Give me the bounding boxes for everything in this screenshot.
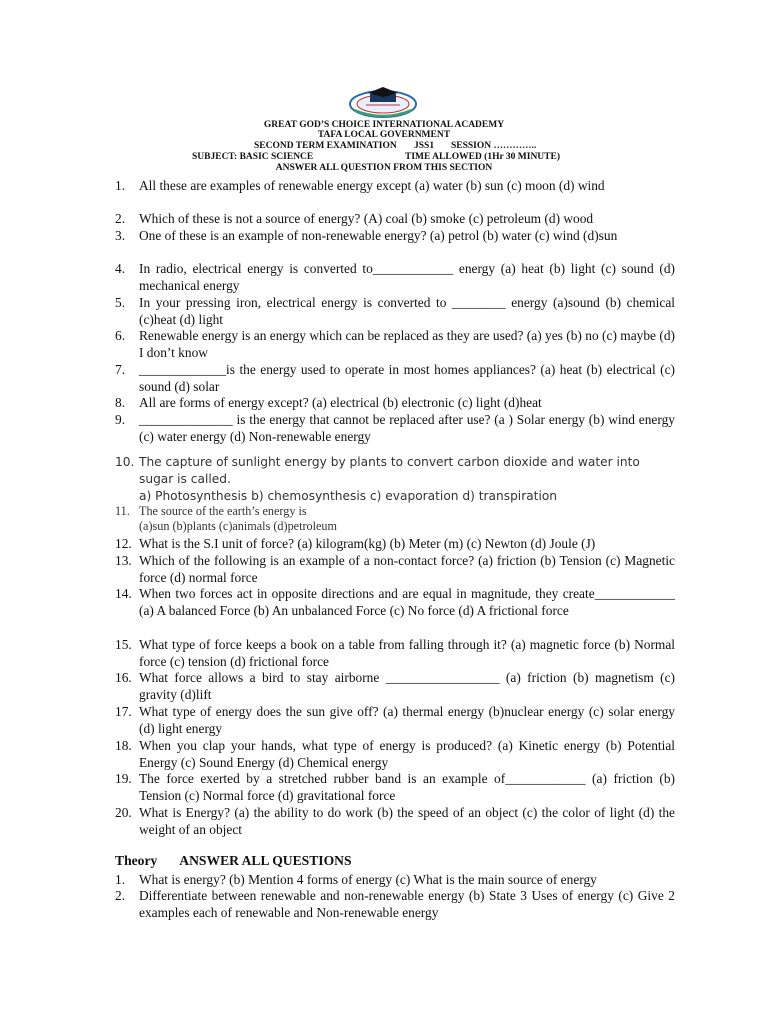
list-item: 11. The source of the earth’s energy is (a)sun (b)plants (c)animals (d)petroleum: [115, 504, 337, 533]
list-item: 20. What is Energy? (a) the ability to do work (b) the speed of an object (c) the color of light (d) the weight of an object: [115, 805, 675, 837]
theory-label: Theory: [115, 853, 158, 868]
exam-title: SECOND TERM EXAMINATION: [254, 141, 397, 151]
time-allowed: TIME ALLOWED (1Hr 30 MINUTE): [405, 152, 561, 162]
list-item: 3. One of these is an example of non-renewable energy? (a) petrol (b) water (c) wind (d)sun: [115, 228, 618, 243]
class-label: JSS1: [414, 141, 435, 151]
list-item: 19. The force exerted by a stretched rubber band is an example of____________ (a) friction (b) Tension (c) Normal force (d) gravitational force: [115, 771, 675, 803]
list-item: 10. The capture of sunlight energy by plants to convert carbon dioxide and water into sugar is called. a) Photosynthesis b) chemosynthesis c) evaporation d) transpiration: [115, 455, 640, 503]
subject-label: SUBJECT: BASIC SCIENCE: [192, 152, 314, 162]
list-item: 15. What type of force keeps a book on a table from falling through it? (a) magnetic force (b) Normal force (c) tension (d) frictional force: [115, 637, 675, 669]
theory-heading: [115, 853, 374, 869]
list-item: 8. All are forms of energy except? (a) electrical (b) electronic (c) light (d)heat: [115, 395, 542, 410]
list-item: 2. Which of these is not a source of energy? (A) coal (b) smoke (c) petroleum (d) wood: [115, 211, 594, 226]
list-item: 6. Renewable energy is an energy which can be replaced as they are used? (a) yes (b) no (c) maybe (d) I don’t know: [115, 328, 675, 360]
list-item: 14. When two forces act in opposite directions and are equal in magnitude, they create____________ (a) A balanced Force (b) An unbalanced Force (c) No force (d) A frictional force: [115, 586, 675, 618]
section-instruction: ANSWER ALL QUESTION FROM THIS SECTION: [275, 163, 493, 173]
list-item: 13. Which of the following is an example of a non-contact force? (a) friction (b) Tension (c) Magnetic force (d) normal force: [115, 553, 675, 585]
school-logo-icon: [346, 84, 420, 120]
list-item: 9. ______________ is the energy that cannot be replaced after use? (a ) Solar energy (b) wind energy (c) water energy (d) Non-renewable energy: [115, 412, 675, 444]
list-item: 17. What type of energy does the sun give off? (a) thermal energy (b)nuclear energy (c) solar energy (d) light energy: [115, 704, 675, 736]
list-item: 12. What is the S.I unit of force? (a) kilogram(kg) (b) Meter (m) (c) Newton (d) Joule (J): [115, 536, 596, 551]
local-government: TAFA LOCAL GOVERNMENT: [317, 130, 451, 140]
list-item: 7. _____________is the energy used to operate in most homes appliances? (a) heat (b) electrical (c) sound (d) solar: [115, 362, 675, 394]
list-item: 1. What is energy? (b) Mention 4 forms of energy (c) What is the main source of energy: [115, 872, 597, 887]
list-item: 2. Differentiate between renewable and non-renewable energy (b) State 3 Uses of energy (c) Give 2 examples each of renewable and Non-renewable energy: [115, 888, 675, 920]
list-item: 5. In your pressing iron, electrical energy is converted to ________ energy (a)sound (b) chemical (c)heat (d) light: [115, 295, 675, 327]
theory-instruction: ANSWER ALL QUESTIONS: [179, 853, 352, 868]
list-item: 4. In radio, electrical energy is converted to____________ energy (a) heat (b) light (c) sound (d) mechanical energy: [115, 261, 675, 293]
school-name: GREAT GOD’S CHOICE INTERNATIONAL ACADEMY: [263, 120, 505, 130]
list-item: 16. What force allows a bird to stay airborne _________________ (a) friction (b) magnetism (c) gravity (d)lift: [115, 670, 675, 702]
list-item: 1. All these are examples of renewable energy except (a) water (b) sun (c) moon (d) wind: [115, 178, 605, 193]
list-item: 18. When you clap your hands, what type of energy is produced? (a) Kinetic energy (b) Potential Energy (c) Sound Energy (d) Chemical energy: [115, 738, 675, 770]
session-label: SESSION …………..: [451, 141, 537, 151]
